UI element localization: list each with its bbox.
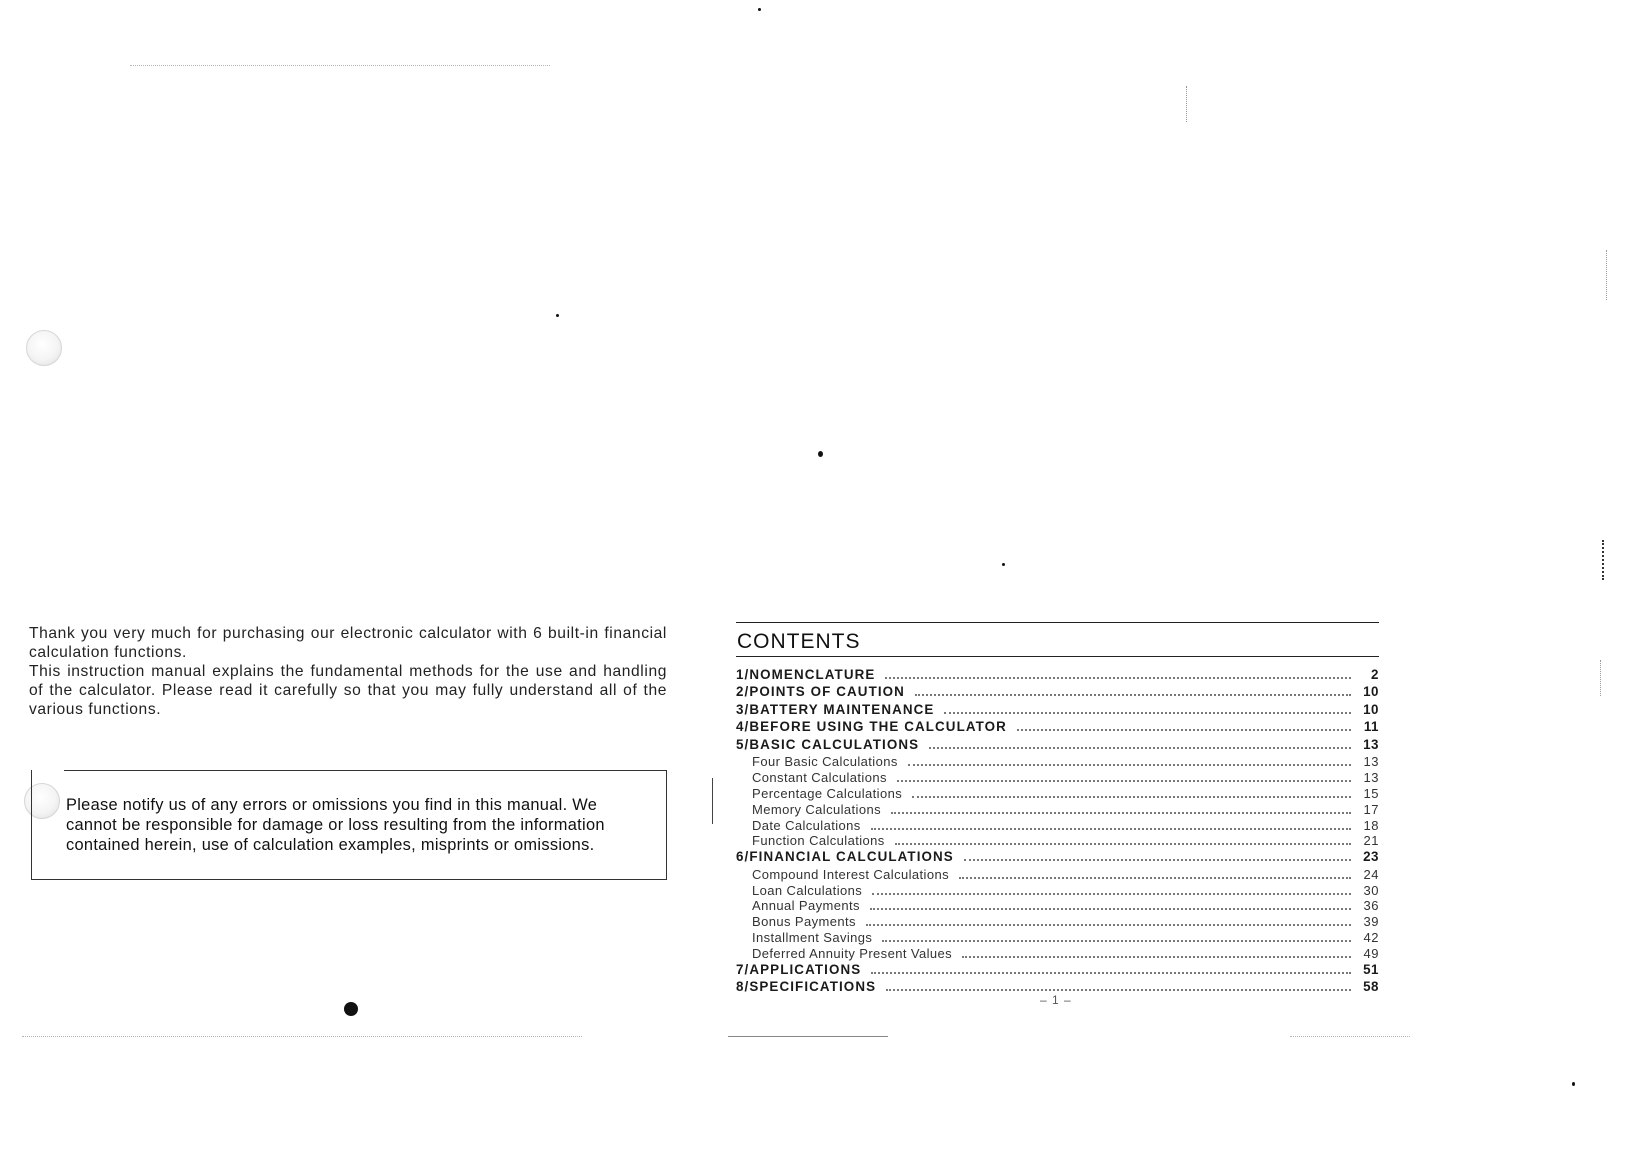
toc-section-entry bbox=[736, 898, 1379, 914]
toc-chapter-entry bbox=[736, 849, 1379, 866]
scan-speck-column bbox=[1606, 250, 1607, 300]
toc-dot-leader bbox=[871, 828, 1351, 830]
toc-entry-page-number: 36 bbox=[1363, 898, 1379, 914]
table-of-contents bbox=[736, 622, 1379, 997]
disclaimer-box bbox=[31, 770, 667, 880]
ink-dot-small bbox=[818, 451, 823, 457]
toc-dot-leader bbox=[871, 972, 1351, 974]
toc-dot-leader bbox=[912, 796, 1351, 798]
toc-entry-title: Memory Calculations bbox=[752, 801, 881, 817]
toc-dot-leader bbox=[870, 908, 1351, 910]
scan-speck-line bbox=[22, 1036, 582, 1037]
toc-entry-page-number: 21 bbox=[1363, 833, 1379, 849]
toc-entry-title: 2/POINTS OF CAUTION bbox=[736, 684, 905, 700]
toc-section-entry bbox=[736, 833, 1379, 849]
disclaimer-text bbox=[66, 795, 636, 855]
ink-dot-large bbox=[344, 1002, 358, 1016]
ink-dot-corner bbox=[1572, 1082, 1575, 1086]
toc-entry-page-number: 39 bbox=[1363, 914, 1379, 930]
toc-dot-leader bbox=[1017, 729, 1351, 731]
toc-entry-page-number: 13 bbox=[1363, 753, 1379, 769]
toc-entry-title: Four Basic Calculations bbox=[752, 753, 898, 769]
toc-chapter-entry bbox=[736, 667, 1379, 684]
toc-dot-leader bbox=[895, 843, 1351, 845]
toc-entry-title: 7/APPLICATIONS bbox=[736, 962, 862, 978]
toc-dot-leader bbox=[891, 812, 1351, 814]
toc-dot-leader bbox=[897, 780, 1351, 782]
toc-entry-page-number: 13 bbox=[1363, 769, 1379, 785]
toc-dot-leader bbox=[929, 747, 1351, 749]
contents-heading-rule bbox=[736, 656, 1379, 657]
toc-entry-title: Function Calculations bbox=[752, 833, 885, 849]
toc-dot-leader bbox=[866, 924, 1351, 926]
ink-dot-mid bbox=[556, 314, 559, 317]
disclaimer-top-rule bbox=[64, 770, 666, 771]
ink-dot-right bbox=[1002, 563, 1005, 566]
toc-section-entry bbox=[736, 754, 1379, 770]
scan-speck-line bbox=[728, 1036, 888, 1037]
toc-chapter-entry bbox=[736, 737, 1379, 754]
toc-entry-page-number: 17 bbox=[1363, 801, 1379, 817]
toc-entry-title: Percentage Calculations bbox=[752, 785, 903, 801]
toc-entry-title: Installment Savings bbox=[752, 930, 873, 946]
toc-dot-leader bbox=[872, 893, 1351, 895]
toc-entry-title: 8/SPECIFICATIONS bbox=[736, 979, 877, 995]
toc-entry-title: 3/BATTERY MAINTENANCE bbox=[736, 701, 935, 717]
toc-section-entry bbox=[736, 786, 1379, 802]
toc-entry-page-number: 24 bbox=[1363, 866, 1379, 882]
toc-section-entry bbox=[736, 818, 1379, 834]
toc-entry-page-number: 15 bbox=[1363, 785, 1379, 801]
toc-entry-title: 4/BEFORE USING THE CALCULATOR bbox=[736, 719, 1007, 735]
scan-speck-line bbox=[1290, 1036, 1410, 1037]
toc-entry-title: Annual Payments bbox=[752, 898, 860, 914]
toc-entry-page-number: 13 bbox=[1363, 736, 1379, 752]
toc-section-entry bbox=[736, 770, 1379, 786]
toc-entry-page-number: 30 bbox=[1363, 882, 1379, 898]
toc-dot-leader bbox=[944, 712, 1351, 714]
toc-entry-page-number: 11 bbox=[1363, 719, 1379, 735]
scan-speck-line bbox=[130, 65, 550, 66]
toc-chapter-entry bbox=[736, 962, 1379, 979]
contents-top-rule bbox=[736, 622, 1379, 623]
toc-entry-page-number: 10 bbox=[1363, 701, 1379, 717]
toc-entry-page-number: 18 bbox=[1363, 817, 1379, 833]
toc-dot-leader bbox=[908, 764, 1351, 766]
toc-entry-title: Loan Calculations bbox=[752, 882, 863, 898]
intro-paragraph: Thank you very much for purchasing our electronic calculator with 6 built-in financial calculation functions. bbox=[29, 625, 667, 661]
intro-text bbox=[29, 624, 667, 719]
toc-entry-title: Compound Interest Calculations bbox=[752, 866, 949, 882]
toc-entry-page-number: 58 bbox=[1363, 979, 1379, 995]
toc-section-entry bbox=[736, 802, 1379, 818]
toc-entry-page-number: 51 bbox=[1363, 962, 1379, 978]
toc-entry-title: 1/NOMENCLATURE bbox=[736, 667, 876, 682]
toc-entry-title: Constant Calculations bbox=[752, 769, 887, 785]
scan-speck-column bbox=[1602, 540, 1604, 580]
disclaimer-line: cannot be responsible for damage or loss resulting from the information bbox=[66, 816, 605, 834]
disclaimer-line: contained herein, use of calculation examples, misprints or omissions. bbox=[66, 836, 595, 854]
toc-dot-leader bbox=[959, 877, 1351, 879]
scan-speck-column bbox=[1600, 660, 1601, 696]
toc-chapter-entry bbox=[736, 702, 1379, 719]
toc-dot-leader bbox=[882, 940, 1351, 942]
toc-entry-page-number: 2 bbox=[1371, 667, 1379, 682]
punch-hole-upper bbox=[26, 330, 62, 366]
toc-section-entry bbox=[736, 914, 1379, 930]
toc-dot-leader bbox=[885, 677, 1351, 679]
toc-entry-page-number: 10 bbox=[1363, 684, 1379, 700]
scan-speck-column bbox=[1186, 86, 1187, 122]
toc-list bbox=[736, 667, 1379, 997]
toc-entry-title: 6/FINANCIAL CALCULATIONS bbox=[736, 849, 954, 865]
toc-chapter-entry bbox=[736, 684, 1379, 701]
gutter-mark bbox=[712, 778, 713, 824]
toc-section-entry bbox=[736, 946, 1379, 962]
toc-entry-title: Date Calculations bbox=[752, 817, 861, 833]
page-number: – 1 – bbox=[1040, 993, 1072, 1007]
toc-section-entry bbox=[736, 867, 1379, 883]
toc-dot-leader bbox=[886, 989, 1351, 991]
toc-entry-page-number: 49 bbox=[1363, 946, 1379, 962]
toc-entry-title: Deferred Annuity Present Values bbox=[752, 946, 953, 962]
toc-section-entry bbox=[736, 930, 1379, 946]
toc-chapter-entry bbox=[736, 719, 1379, 736]
intro-paragraph: This instruction manual explains the fundamental methods for the use and handling of the calculator. Please read it carefully so that you may fully understand all of the various functions. bbox=[29, 663, 667, 718]
contents-heading: CONTENTS bbox=[737, 630, 861, 653]
disclaimer-line: Please notify us of any errors or omissions you find in this manual. We bbox=[66, 796, 598, 814]
toc-dot-leader bbox=[962, 956, 1351, 958]
ink-dot-top bbox=[758, 8, 761, 11]
toc-entry-title: Bonus Payments bbox=[752, 914, 856, 930]
toc-dot-leader bbox=[915, 694, 1351, 696]
toc-section-entry bbox=[736, 883, 1379, 899]
toc-entry-title: 5/BASIC CALCULATIONS bbox=[736, 736, 920, 752]
toc-dot-leader bbox=[964, 859, 1351, 861]
toc-entry-page-number: 42 bbox=[1363, 930, 1379, 946]
toc-entry-page-number: 23 bbox=[1363, 849, 1379, 865]
